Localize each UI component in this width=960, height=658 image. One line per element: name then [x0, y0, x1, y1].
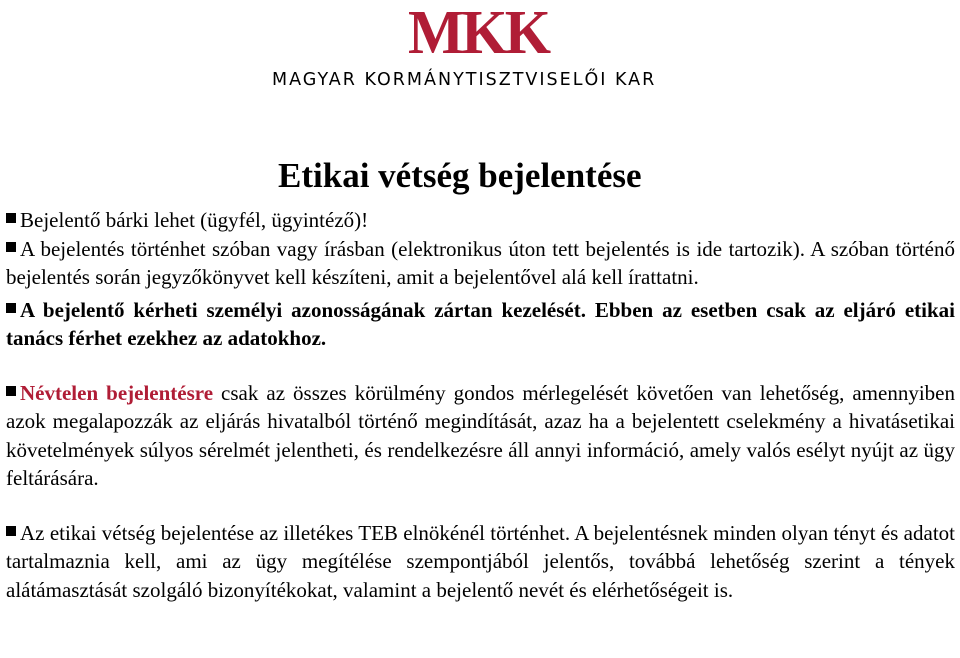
paragraph-1-text: Bejelentő bárki lehet (ügyfél, ügyintéző)!	[20, 208, 369, 232]
logo-mark: MKK	[408, 0, 549, 67]
page-title: Etikai vétség bejelentése	[278, 156, 642, 195]
paragraph-2	[6, 235, 955, 292]
paragraph-2-text: A bejelentés történhet szóban vagy írásban (elektronikus úton tett bejelentés is ide tartozik). A szóban történő bejelentés során jegyzőkönyvet kell készíteni, amit a bejelentővel alá kell írattatni.	[6, 236, 955, 289]
logo-subtitle: MAGYAR KORMÁNYTISZTVISELŐI KAR	[272, 70, 657, 90]
paragraph-5-text: Az etikai vétség bejelentése az illetékes TEB elnökénél történhet. A bejelentésnek minden olyan tényt és adatot tartalmaznia kell, ami az ügy megítélése szempontjából jelentős, továbbá lehetőség szerint a tények alátámasztását szolgáló bizonyítékokat, valamint a bejelentő nevét és elérhetőségeit is.	[6, 520, 955, 602]
paragraph-4-text: csak az összes körülmény gondos mérlegelését követően van lehetőség, amennyiben azok megalapozzák az eljárás hivatalból történő megindítását, azaz ha a bejelentett cselekmény a hivatásetikai követelmények súlyos sérelmét jelentheti, és rendelkezésre áll annyi információ, amely valós esélyt nyújt az ügy feltárására.	[6, 380, 955, 490]
paragraph-4	[6, 379, 955, 493]
square-bullet-icon	[6, 242, 16, 252]
square-bullet-icon	[6, 386, 16, 396]
paragraph-3	[6, 296, 955, 353]
paragraph-3-text: A bejelentő kérheti személyi azonosságának zártan kezelését. Ebben az esetben csak az eljáró etikai tanács férhet ezekhez az adatokhoz.	[6, 297, 955, 350]
logo	[0, 0, 960, 100]
square-bullet-icon	[6, 526, 16, 536]
content	[6, 206, 955, 604]
paragraph-5	[6, 519, 955, 605]
paragraph-1	[6, 206, 955, 235]
square-bullet-icon	[6, 213, 16, 223]
paragraph-4-lead: Névtelen bejelentésre	[20, 380, 214, 405]
square-bullet-icon	[6, 303, 16, 313]
